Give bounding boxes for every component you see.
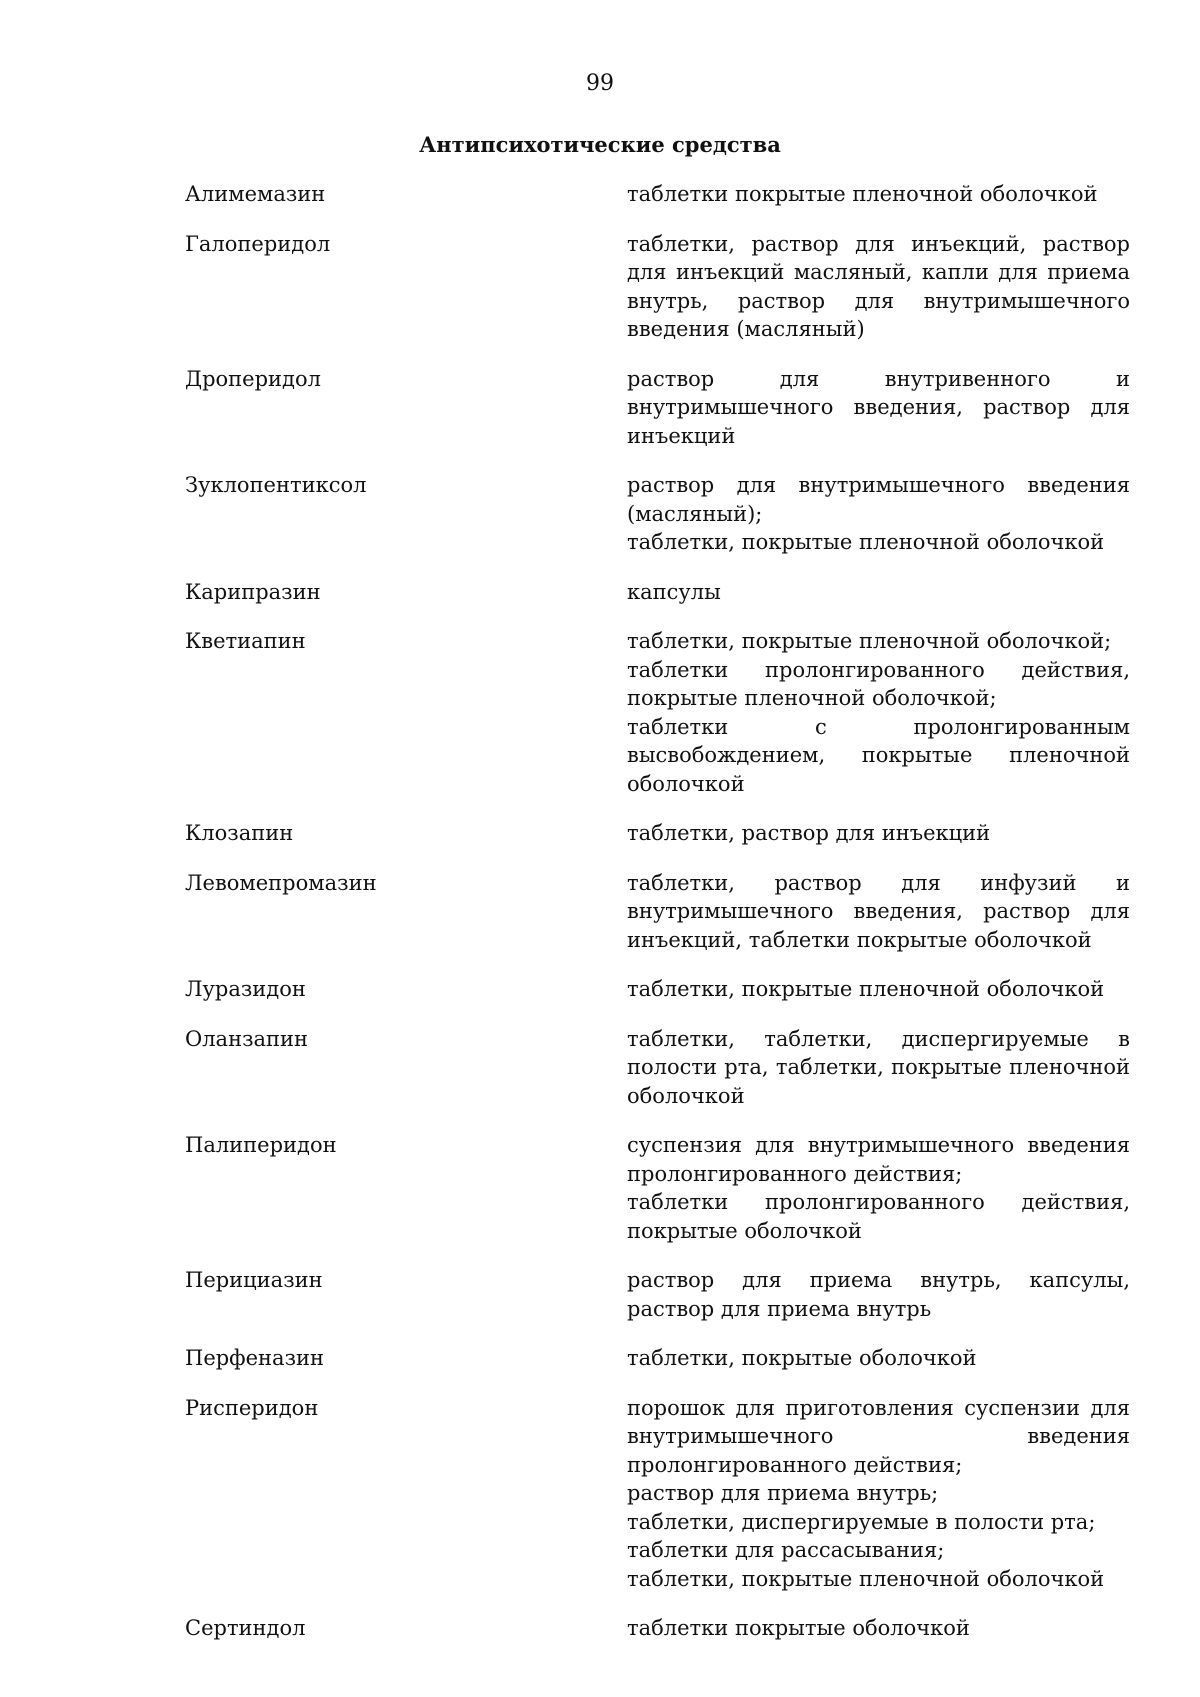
drug-name: Дроперидол	[185, 366, 321, 391]
section-title: Антипсихотические средства	[419, 132, 781, 157]
dosage-form-line: порошок для приготовления суспензии для внутримышечного введения пролонгированного действия;	[627, 1395, 1130, 1477]
drug-name: Кветиапин	[185, 629, 306, 653]
dosage-form-line: таблетки, таблетки, диспергируемые в полости рта, таблетки, покрытые пленочной оболочкой	[627, 1026, 1130, 1108]
drug-name: Алимемазин	[185, 182, 326, 206]
drug-name: Рисперидон	[185, 1395, 319, 1420]
dosage-form-line: таблетки, раствор для инъекций, раствор для инъекций масляный, капли для приема внутрь, раствор для внутримышечного введения (масляный)	[627, 231, 1130, 341]
dosage-form-line: таблетки, диспергируемые в полости рта;	[627, 1509, 1096, 1534]
drug-row	[185, 1266, 1130, 1323]
drug-name: Карипразин	[185, 579, 321, 604]
drug-row	[185, 869, 1130, 955]
drug-forms	[627, 1025, 1130, 1111]
drug-forms	[627, 1131, 1130, 1245]
drug-row	[185, 230, 1130, 344]
drug-forms	[627, 365, 1130, 451]
drug-name: Палиперидон	[185, 1133, 337, 1157]
dosage-form-line: раствор для приема внутрь;	[627, 1481, 939, 1505]
drug-name: Зуклопентиксол	[185, 473, 367, 497]
drug-row	[185, 1394, 1130, 1594]
drug-row	[185, 627, 1130, 798]
drug-name: Галоперидол	[185, 231, 331, 256]
drug-row	[185, 180, 1130, 209]
drug-row	[185, 471, 1130, 557]
drug-row	[185, 1025, 1130, 1111]
drug-name: Оланзапин	[185, 1026, 309, 1051]
drug-forms	[627, 471, 1130, 557]
drug-row	[185, 365, 1130, 451]
drug-name: Перфеназин	[185, 1346, 325, 1370]
dosage-form-line: раствор для внутримышечного введения (масляный);	[627, 473, 1130, 526]
dosage-form-line: таблетки, покрытые пленочной оболочкой	[627, 530, 1105, 554]
drug-row	[185, 1131, 1130, 1245]
drug-row	[185, 578, 1130, 607]
dosage-form-line: таблетки, раствор для инфузий и внутримышечного введения, раствор для инъекций, таблетки покрытые оболочкой	[627, 870, 1130, 952]
dosage-form-line: раствор для внутривенного и внутримышечного введения, раствор для инъекций	[627, 366, 1130, 448]
drug-forms	[627, 1394, 1130, 1594]
drug-name: Луразидон	[185, 977, 306, 1001]
drug-forms	[627, 627, 1130, 798]
drug-name: Перициазин	[185, 1268, 323, 1292]
dosage-form-line: таблетки пролонгированного действия, покрытые пленочной оболочкой;	[627, 657, 1130, 710]
drug-forms	[627, 1266, 1130, 1323]
drug-forms	[627, 230, 1130, 344]
drug-row	[185, 819, 1130, 848]
dosage-form-line: таблетки покрытые оболочкой	[627, 1616, 970, 1640]
dosage-form-line: таблетки, покрытые пленочной оболочкой	[627, 1566, 1105, 1591]
drug-forms	[627, 819, 1130, 848]
page-number: 99	[586, 71, 614, 96]
dosage-form-line: таблетки, покрытые оболочкой	[627, 1346, 977, 1370]
drug-name: Левомепромазин	[185, 870, 377, 895]
drug-list	[185, 180, 1130, 1664]
drug-row	[185, 1614, 1130, 1643]
drug-name: Сертиндол	[185, 1616, 306, 1640]
dosage-form-line: таблетки для рассасывания;	[627, 1538, 945, 1562]
drug-forms	[627, 869, 1130, 955]
dosage-form-line: таблетки с пролонгированным высвобождением, покрытые пленочной оболочкой	[627, 714, 1130, 796]
dosage-form-line: таблетки покрытые пленочной оболочкой	[627, 182, 1098, 206]
drug-forms	[627, 180, 1130, 209]
dosage-form-line: капсулы	[627, 579, 721, 604]
dosage-form-line: таблетки, покрытые пленочной оболочкой	[627, 977, 1105, 1001]
dosage-form-line: раствор для приема внутрь, капсулы, раствор для приема внутрь	[627, 1268, 1130, 1321]
drug-forms	[627, 1614, 1130, 1643]
drug-row	[185, 1344, 1130, 1373]
dosage-form-line: таблетки пролонгированного действия, покрытые оболочкой	[627, 1190, 1130, 1243]
dosage-form-line: таблетки, раствор для инъекций	[627, 821, 991, 845]
drug-forms	[627, 1344, 1130, 1373]
drug-name: Клозапин	[185, 821, 294, 845]
drug-forms	[627, 578, 1130, 607]
drug-forms	[627, 975, 1130, 1004]
drug-row	[185, 975, 1130, 1004]
dosage-form-line: таблетки, покрытые пленочной оболочкой;	[627, 629, 1112, 653]
dosage-form-line: суспензия для внутримышечного введения пролонгированного действия;	[627, 1133, 1130, 1186]
